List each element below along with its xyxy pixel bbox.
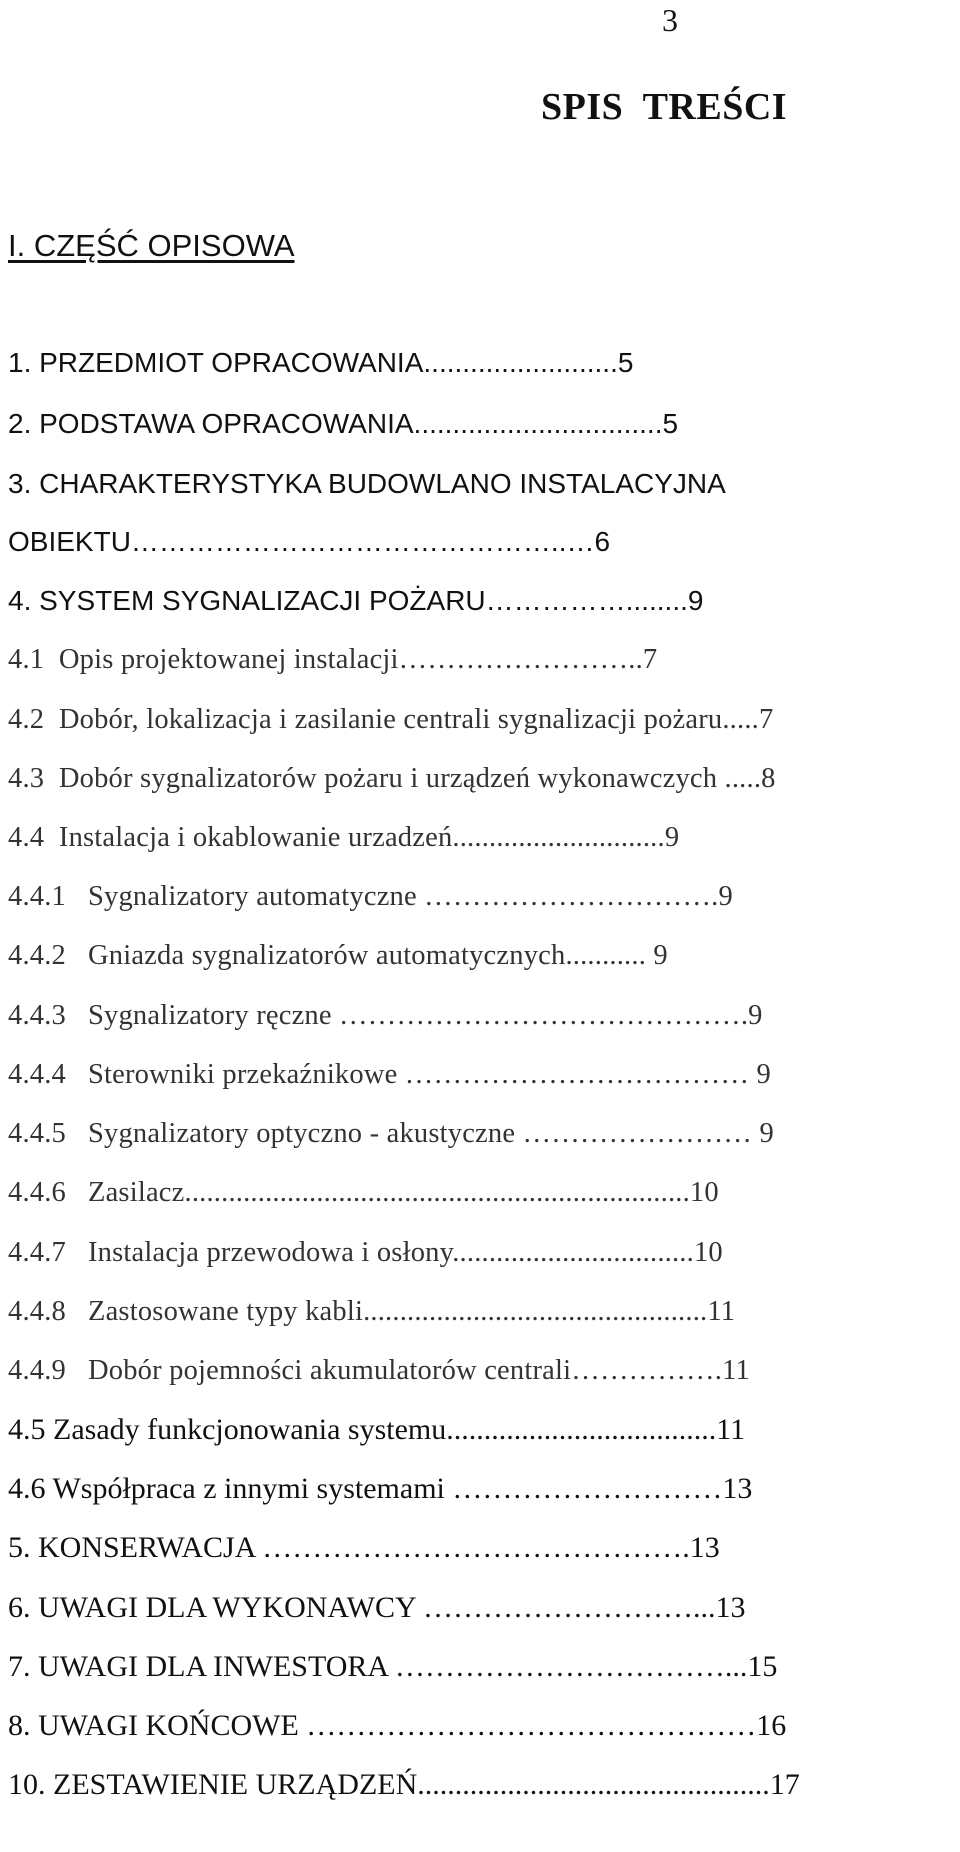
toc-entry: 4.4.9 Dobór pojemności akumulatorów centrali…………….11 [8,1355,750,1386]
section-heading: I. CZĘŚĆ OPISOWA [8,228,295,263]
toc-entry: 4.4.8 Zastosowane typy kabli...............................................11 [8,1296,736,1327]
toc-entry: 10. ZESTAWIENIE URZĄDZEŃ...............................................17 [8,1768,800,1801]
toc-entry: 4.4.6 Zasilacz.....................................................................10 [8,1177,719,1208]
toc-entry: 1. PRZEDMIOT OPRACOWANIA.........................5 [8,347,634,378]
toc-entry: 4.4.1 Sygnalizatory automatyczne ………………………….9 [8,881,733,912]
toc-entry: 4.3 Dobór sygnalizatorów pożaru i urządzeń wykonawczych .....8 [8,763,776,794]
toc-entry: 4. SYSTEM SYGNALIZACJI POŻARU……………........9 [8,585,704,616]
toc-entry: 8. UWAGI KOŃCOWE ………………………………………16 [8,1709,787,1742]
page-number: 3 [662,2,678,38]
toc-entry: OBIEKTU………………………………………..…6 [8,526,611,557]
toc-entry: 4.4 Instalacja i okablowanie urzadzeń.............................9 [8,822,680,853]
toc-entry: 5. KONSERWACJA …………………………………….13 [8,1531,720,1564]
toc-entry: 4.4.2 Gniazda sygnalizatorów automatycznych........... 9 [8,940,668,971]
toc-entry: 4.4.5 Sygnalizatory optyczno - akustyczne …………………… 9 [8,1118,774,1149]
toc-entry: 4.4.3 Sygnalizatory ręczne …………………………………….9 [8,1000,763,1031]
toc-entry: 2. PODSTAWA OPRACOWANIA................................5 [8,408,679,439]
toc-entry: 3. CHARAKTERYSTYKA BUDOWLANO INSTALACYJNA [8,468,726,499]
toc-entry: 4.2 Dobór, lokalizacja i zasilanie centrali sygnalizacji pożaru.....7 [8,704,774,735]
toc-entry: 7. UWAGI DLA INWESTORA ……………………………...15 [8,1650,778,1683]
document-title: SPIS TREŚCI [541,86,788,128]
toc-entry: 4.6 Współpraca z innymi systemami ………………………13 [8,1472,753,1505]
toc-entry: 6. UWAGI DLA WYKONAWCY ………………………...13 [8,1591,746,1624]
toc-entry: 4.4.7 Instalacja przewodowa i osłony.................................10 [8,1237,723,1268]
toc-entry: 4.5 Zasady funkcjonowania systemu....................................11 [8,1413,746,1446]
toc-entry: 4.4.4 Sterowniki przekaźnikowe ……………………………… 9 [8,1059,771,1090]
toc-entry: 4.1 Opis projektowanej instalacji……………………..7 [8,644,658,675]
